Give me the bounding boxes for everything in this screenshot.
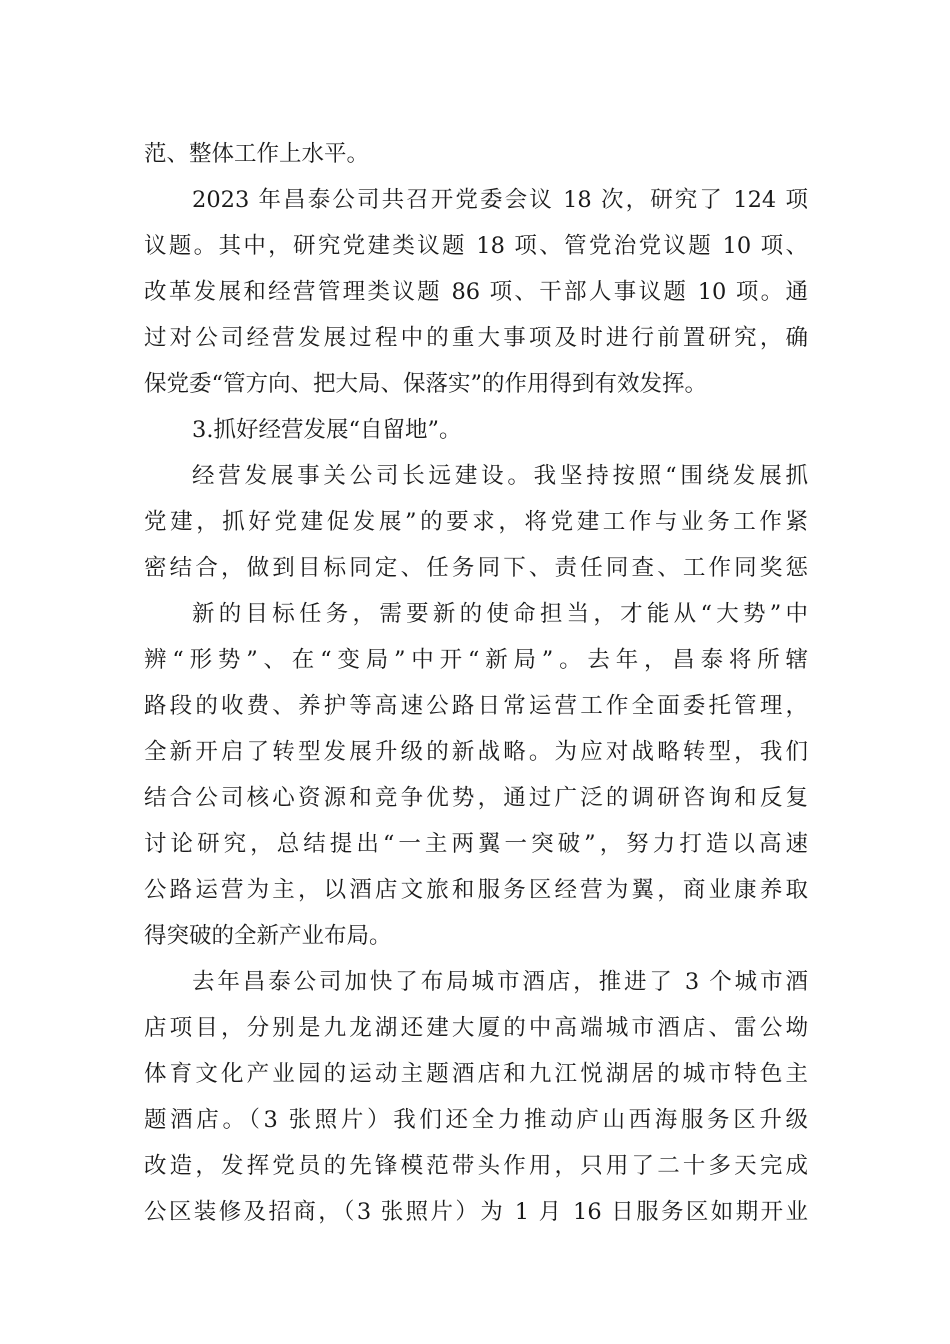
text-line-22: 题酒店。（3 张照片）我们还全力推动庐山西海服务区升级 [144,1107,808,1133]
text-line-14: 全新开启了转型发展升级的新战略。为应对战略转型，我们 [144,739,808,765]
text-line-19: 去年昌泰公司加快了布局城市酒店，推进了 3 个城市酒 [192,969,808,995]
text-line-20: 店项目，分别是九龙湖还建大厦的中高端城市酒店、雷公坳 [144,1015,808,1041]
text-line-4: 改革发展和经营管理类议题 86 项、干部人事议题 10 项。通 [144,279,808,305]
text-line-1: 范、整体工作上水平。 [144,141,370,167]
text-line-8: 经营发展事关公司长远建设。我坚持按照“围绕发展抓 [192,463,808,489]
text-line-3: 议题。其中，研究党建类议题 18 项、管党治党议题 10 项、 [144,233,808,259]
text-line-11: 新的目标任务，需要新的使命担当，才能从“大势”中 [192,601,808,627]
text-line-23: 改造，发挥党员的先锋模范带头作用，只用了二十多天完成 [144,1153,808,1179]
text-line-2: 2023 年昌泰公司共召开党委会议 18 次，研究了 124 项 [192,187,808,213]
text-line-16: 讨论研究，总结提出“一主两翼一突破”，努力打造以高速 [144,831,808,857]
text-line-18: 得突破的全新产业布局。 [144,923,392,949]
text-line-6: 保党委“管方向、把大局、保落实”的作用得到有效发挥。 [144,371,708,397]
text-line-15: 结合公司核心资源和竞争优势，通过广泛的调研咨询和反复 [144,785,808,811]
text-line-9: 党建，抓好党建促发展”的要求，将党建工作与业务工作紧 [144,509,808,535]
text-line-13: 路段的收费、养护等高速公路日常运营工作全面委托管理， [144,693,808,719]
text-line-5: 过对公司经营发展过程中的重大事项及时进行前置研究，确 [144,325,808,351]
text-line-12: 辨“形势”、在“变局”中开“新局”。去年，昌泰将所辖 [144,647,808,673]
text-line-21: 体育文化产业园的运动主题酒店和九江悦湖居的城市特色主 [144,1061,808,1087]
section-heading: 3.抓好经营发展“自留地”。 [192,417,462,443]
text-line-17: 公路运营为主，以酒店文旅和服务区经营为翼，商业康养取 [144,877,808,903]
text-line-24: 公区装修及招商，（3 张照片）为 1 月 16 日服务区如期开业 [144,1199,808,1225]
text-line-10: 密结合，做到目标同定、任务同下、责任同查、工作同奖惩 [144,555,808,581]
